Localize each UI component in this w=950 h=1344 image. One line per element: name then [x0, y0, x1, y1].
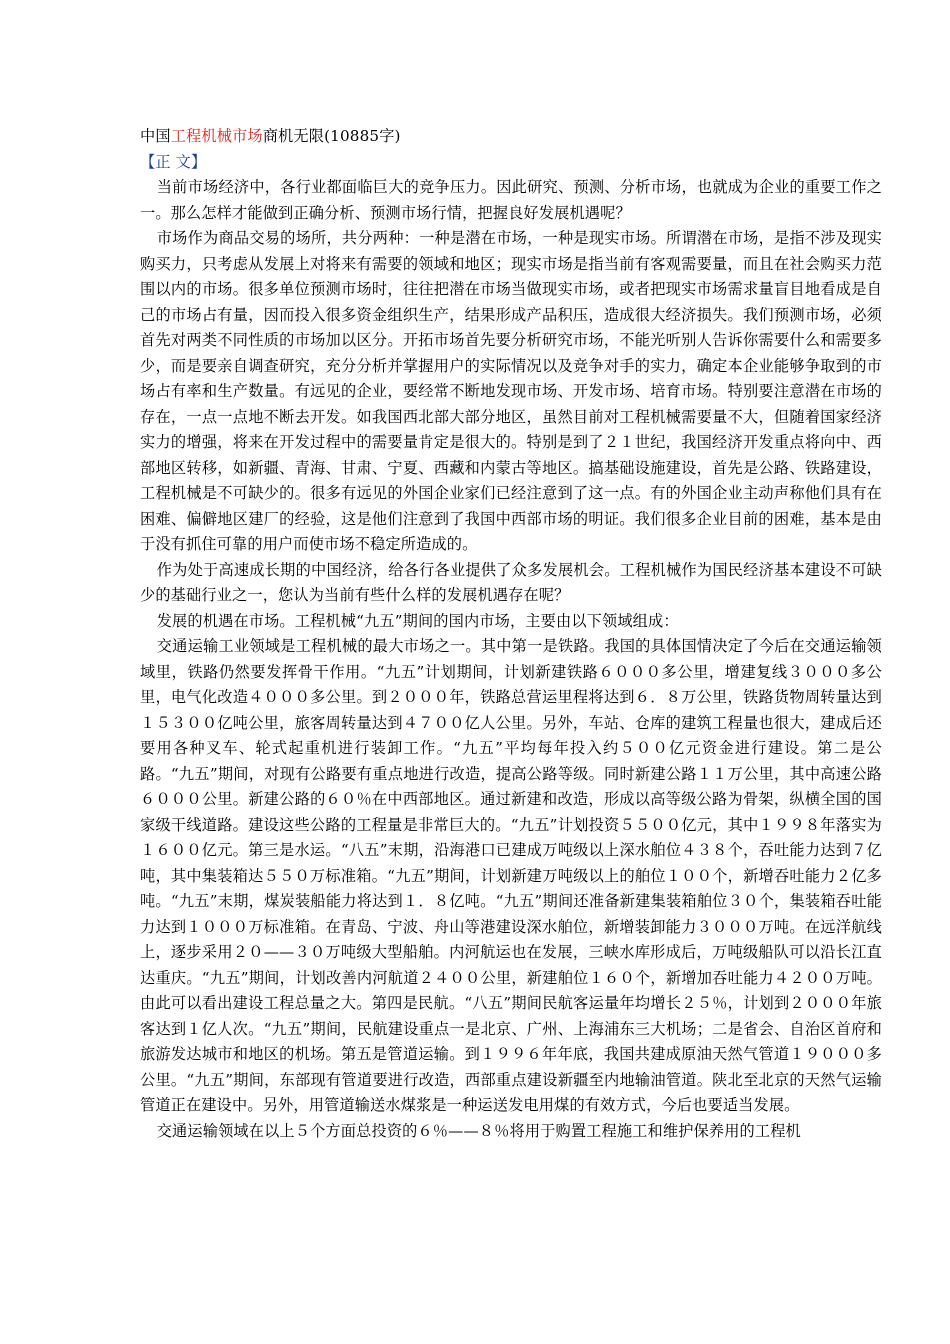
paragraph-3: 作为处于高速成长期的中国经济，给各行各业提供了众多发展机会。工程机械作为国民经济基本建设不可缺少的基础行业之一，您认为当前有些什么样的发展机遇存在呢？ — [140, 560, 882, 604]
paragraph-2: 市场作为商品交易的场所，共分两种：一种是潜在市场，一种是现实市场。所谓潜在市场，是指不涉及现实购买力，只考虑从发展上对将来有需要的领域和地区；现实市场是指当前有客观需要量，而且在社会购买力范围以内的市场。很多单位预测市场时，往往把潜在市场当做现实市场，或者把现实市场需求量盲目地看成是自己的市场占有量，因而投入很多资金组织生产，结果形成产品积压，造成很大经济损失。我们预测市场，必须首先对两类不同性质的市场加以区分。开拓市场首先要分析研究市场，不能光听别人告诉你需要什么和需要多少，而是要亲自调查研究，充分分析并掌握用户的实际情况以及竞争对手的实力，确定本企业能够争取到的市场占有率和生产数量。有远见的企业，要经常不断地发现市场、开发市场、培育市场。特别要注意潜在市场的存在，一点一点地不断去开发。如我国西北部大部分地区，虽然目前对工程机械需要量不大，但随着国家经济实力的增强，将来在开发过程中的需要量肯定是很大的。特别是到了２１世纪，我国经济开发重点将向中、西部地区转移，如新疆、青海、甘肃、宁夏、西藏和内蒙古等地区。搞基础设施建设，首先是公路、铁路建设，工程机械是不可缺少的。很多有远见的外国企业家们已经注意到了这一点。有的外国企业主动声称他们具有在困难、偏僻地区建厂的经验，这是他们注意到了我国中西部市场的明证。我们很多企业目前的困难，基本是由于没有抓住可靠的用户而使市场不稳定所造成的。 — [140, 229, 882, 553]
paragraph-1: 当前市场经济中，各行业都面临巨大的竞争压力。因此研究、预测、分析市场，也就成为企业的重要工作之一。那么怎样才能做到正确分析、预测市场行情，把握良好发展机遇呢？ — [140, 178, 882, 222]
article-title — [140, 124, 882, 150]
title-suffix: 商机无限(10885字) — [262, 127, 401, 145]
section-label: 【正 文】 — [140, 152, 207, 171]
paragraph-4: 发展的机遇在市场。工程机械“九五”期间的国内市场，主要由以下领域组成： — [156, 611, 679, 630]
title-highlight: 工程机械市场 — [170, 127, 263, 145]
title-prefix: 中国 — [140, 127, 171, 145]
paragraph-6: 交通运输领域在以上５个方面总投资的６％——８％将用于购置工程施工和维护保养用的工程机 — [156, 1121, 801, 1140]
paragraph-5: 交通运输工业领域是工程机械的最大市场之一。其中第一是铁路。我国的具体国情决定了今后在交通运输领域里，铁路仍然要发挥骨干作用。“九五”计划期间，计划新建铁路６０００多公里，增建复线３０００多公里，电气化改造４０００多公里。到２０００年，铁路总营运里程将达到６．８万公里，铁路货物周转量达到１５３００亿吨公里，旅客周转量达到４７００亿人公里。另外，车站、仓库的建筑工程量也很大，建成后还要用各种叉车、轮式起重机进行装卸工作。“九五”平均每年投入约５００亿元资金进行建设。第二是公路。“九五”期间，对现有公路要有重点地进行改造，提高公路等级。同时新建公路１１万公里，其中高速公路６０００公里。新建公路的６０％在中西部地区。通过新建和改造，形成以高等级公路为骨架，纵横全国的国家级干线道路。建设这些公路的工程量是非常巨大的。“九五”计划投资５５００亿元，其中１９９８年落实为１６００亿元。第三是水运。“八五”末期，沿海港口已建成万吨级以上深水舶位４３８个，吞吐能力达到７亿吨，其中集装箱达５５０万标准箱。“九五”期间，计划新建万吨级以上的舶位１００个，新增吞吐能力２亿多吨。“九五”末期，煤炭装船能力将达到１．８亿吨。“九五”期间还准备新建集装箱舶位３０个，集装箱吞吐能力达到１０００万标准箱。在青岛、宁波、舟山等港建设深水舶位，新增装卸能力３０００万吨。在远洋航线上，逐步采用２０——３０万吨级大型船舶。内河航运也在发展，三峡水库形成后，万吨级船队可以沿长江直达重庆。“九五”期间，计划改善内河航道２４００公里，新建舶位１６０个，新增加吞吐能力４２００万吨。由此可以看出建设工程总量之大。第四是民航。“八五”期间民航客运量年均增长２５％，计划到２０００年旅客达到１亿人次。“九五”期间，民航建设重点一是北京、广州、上海浦东三大机场；二是省会、自治区首府和旅游发达城市和地区的机场。第五是管道运输。到１９９６年年底，我国共建成原油天然气管道１９０００多公里。“九五”期间，东部现有管道要进行改造，西部重点建设新疆至内地输油管道。陕北至北京的天然气运输管道正在建设中。另外，用管道输送水煤浆是一种运送发电用煤的有效方式，今后也要适当发展。 — [140, 637, 882, 1114]
article-body — [140, 124, 882, 1144]
